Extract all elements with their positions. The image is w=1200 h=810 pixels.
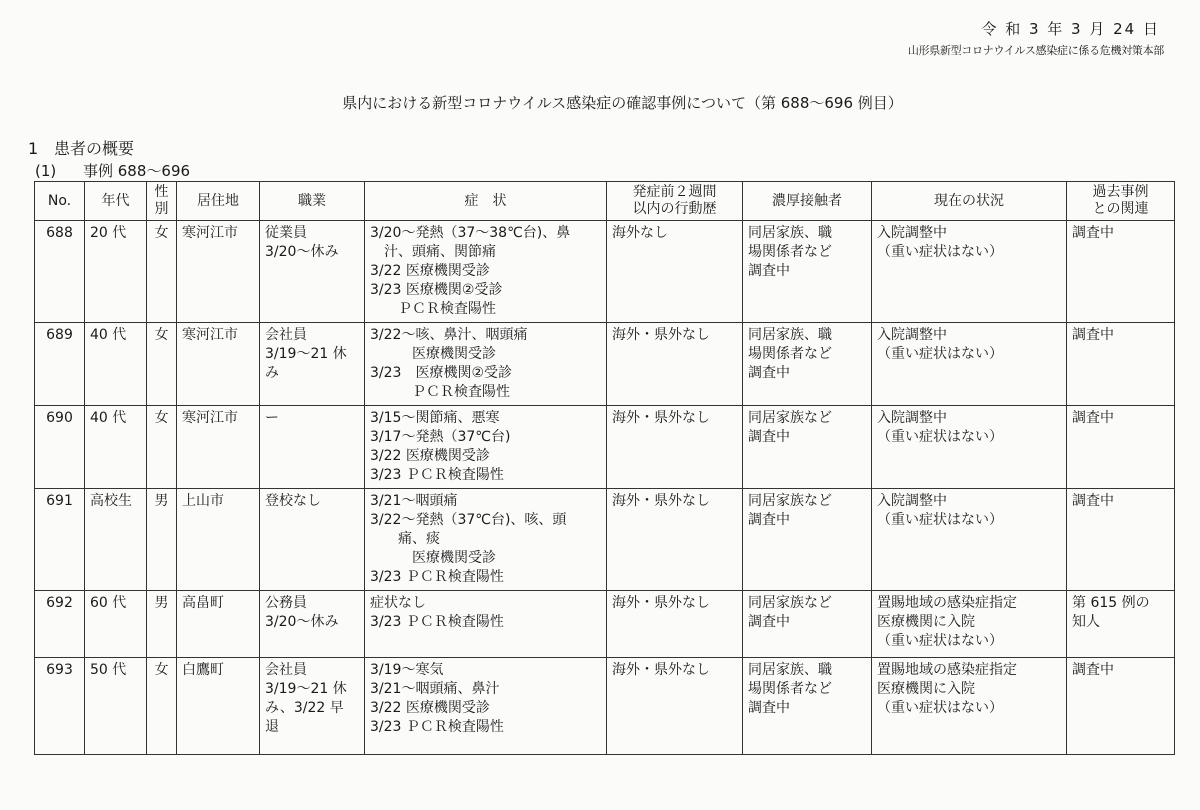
cell-residence: 上山市 (177, 489, 260, 591)
cell-occupation: ー (260, 406, 365, 489)
cases-table (34, 181, 1175, 755)
cell-age: 40 代 (85, 323, 147, 406)
section-label: 患者の概要 (54, 139, 135, 158)
cell-occupation: 公務員 3/20〜休み (260, 591, 365, 658)
column-header-link: 過去事例 との関連 (1067, 182, 1175, 221)
cell-travel: 海外なし (607, 221, 743, 323)
cell-symptoms: 3/15〜関節痛、悪寒 3/17〜発熱（37℃台) 3/22 医療機関受診 3/23 ＰＣＲ検査陽性 (365, 406, 607, 489)
cell-contacts: 同居家族、職 場関係者など 調査中 (743, 658, 872, 755)
cell-age: 20 代 (85, 221, 147, 323)
cell-age: 60 代 (85, 591, 147, 658)
cell-status: 置賜地域の感染症指定 医療機関に入院 （重い症状はない） (872, 658, 1067, 755)
cell-symptoms: 3/20〜発熱（37〜38℃台)、鼻 汁、頭痛、関節痛 3/22 医療機関受診 3/23 医療機関②受診 ＰＣＲ検査陽性 (365, 221, 607, 323)
cell-sex: 女 (147, 221, 177, 323)
table-row (35, 591, 1175, 658)
cell-link: 調査中 (1067, 658, 1175, 755)
cell-occupation: 従業員 3/20〜休み (260, 221, 365, 323)
cell-sex: 女 (147, 658, 177, 755)
table-row (35, 489, 1175, 591)
cell-travel: 海外・県外なし (607, 406, 743, 489)
cell-no: 690 (35, 406, 85, 489)
cell-link: 第 615 例の 知人 (1067, 591, 1175, 658)
table-row (35, 323, 1175, 406)
cell-symptoms: 3/21〜咽頭痛 3/22〜発熱（37℃台)、咳、頭 痛、痰 医療機関受診 3/23 ＰＣＲ検査陽性 (365, 489, 607, 591)
table-header-row (35, 182, 1175, 221)
cell-status: 入院調整中 （重い症状はない） (872, 221, 1067, 323)
column-header-status: 現在の状況 (872, 182, 1067, 221)
cell-no: 689 (35, 323, 85, 406)
cell-no: 693 (35, 658, 85, 755)
column-header-residence: 居住地 (177, 182, 260, 221)
cell-contacts: 同居家族など 調査中 (743, 406, 872, 489)
column-header-age: 年代 (85, 182, 147, 221)
cell-travel: 海外・県外なし (607, 658, 743, 755)
cell-status: 入院調整中 （重い症状はない） (872, 323, 1067, 406)
column-header-sex: 性 別 (147, 182, 177, 221)
column-header-symptoms: 症 状 (365, 182, 607, 221)
column-header-no: No. (35, 182, 85, 221)
cell-status: 入院調整中 （重い症状はない） (872, 406, 1067, 489)
cell-link: 調査中 (1067, 323, 1175, 406)
document-title: 県内における新型コロナウイルス感染症の確認事例について（第 688〜696 例目） (342, 94, 903, 112)
issue-date: 令 和 3 年 3 月 24 日 (981, 20, 1160, 38)
cell-no: 692 (35, 591, 85, 658)
cell-no: 688 (35, 221, 85, 323)
cell-age: 40 代 (85, 406, 147, 489)
cell-sex: 男 (147, 591, 177, 658)
cell-residence: 寒河江市 (177, 221, 260, 323)
cell-residence: 寒河江市 (177, 406, 260, 489)
column-header-travel: 発症前２週間 以内の行動歴 (607, 182, 743, 221)
cell-symptoms: 症状なし 3/23 ＰＣＲ検査陽性 (365, 591, 607, 658)
cell-contacts: 同居家族、職 場関係者など 調査中 (743, 221, 872, 323)
cell-sex: 女 (147, 406, 177, 489)
cell-link: 調査中 (1067, 221, 1175, 323)
cell-occupation: 会社員 3/19〜21 休 み (260, 323, 365, 406)
table-row (35, 658, 1175, 755)
section-heading (28, 136, 134, 159)
cell-travel: 海外・県外なし (607, 591, 743, 658)
cell-residence: 高畠町 (177, 591, 260, 658)
cell-symptoms: 3/19〜寒気 3/21〜咽頭痛、鼻汁 3/22 医療機関受診 3/23 ＰＣＲ検査陽性 (365, 658, 607, 755)
table-row (35, 221, 1175, 323)
cell-contacts: 同居家族など 調査中 (743, 489, 872, 591)
cell-occupation: 会社員 3/19〜21 休 み、3/22 早 退 (260, 658, 365, 755)
cell-status: 置賜地域の感染症指定 医療機関に入院 （重い症状はない） (872, 591, 1067, 658)
cell-sex: 男 (147, 489, 177, 591)
cell-no: 691 (35, 489, 85, 591)
subsection-label: 事例 688〜696 (83, 162, 191, 180)
column-header-occupation: 職業 (260, 182, 365, 221)
cell-travel: 海外・県外なし (607, 489, 743, 591)
column-header-contacts: 濃厚接触者 (743, 182, 872, 221)
cell-age: 高校生 (85, 489, 147, 591)
table-row (35, 406, 1175, 489)
cell-occupation: 登校なし (260, 489, 365, 591)
cell-symptoms: 3/22〜咳、鼻汁、咽頭痛 医療機関受診 3/23 医療機関②受診 ＰＣＲ検査陽性 (365, 323, 607, 406)
cell-travel: 海外・県外なし (607, 323, 743, 406)
cell-link: 調査中 (1067, 489, 1175, 591)
section-number: 1 (28, 139, 39, 158)
cell-residence: 白鷹町 (177, 658, 260, 755)
subsection-heading (35, 160, 190, 181)
cell-contacts: 同居家族など 調査中 (743, 591, 872, 658)
cell-status: 入院調整中 （重い症状はない） (872, 489, 1067, 591)
cell-residence: 寒河江市 (177, 323, 260, 406)
cell-link: 調査中 (1067, 406, 1175, 489)
cell-age: 50 代 (85, 658, 147, 755)
issuing-organization: 山形県新型コロナウイルス感染症に係る危機対策本部 (907, 44, 1164, 57)
cell-contacts: 同居家族、職 場関係者など 調査中 (743, 323, 872, 406)
cell-sex: 女 (147, 323, 177, 406)
subsection-number: (1) (35, 162, 57, 180)
